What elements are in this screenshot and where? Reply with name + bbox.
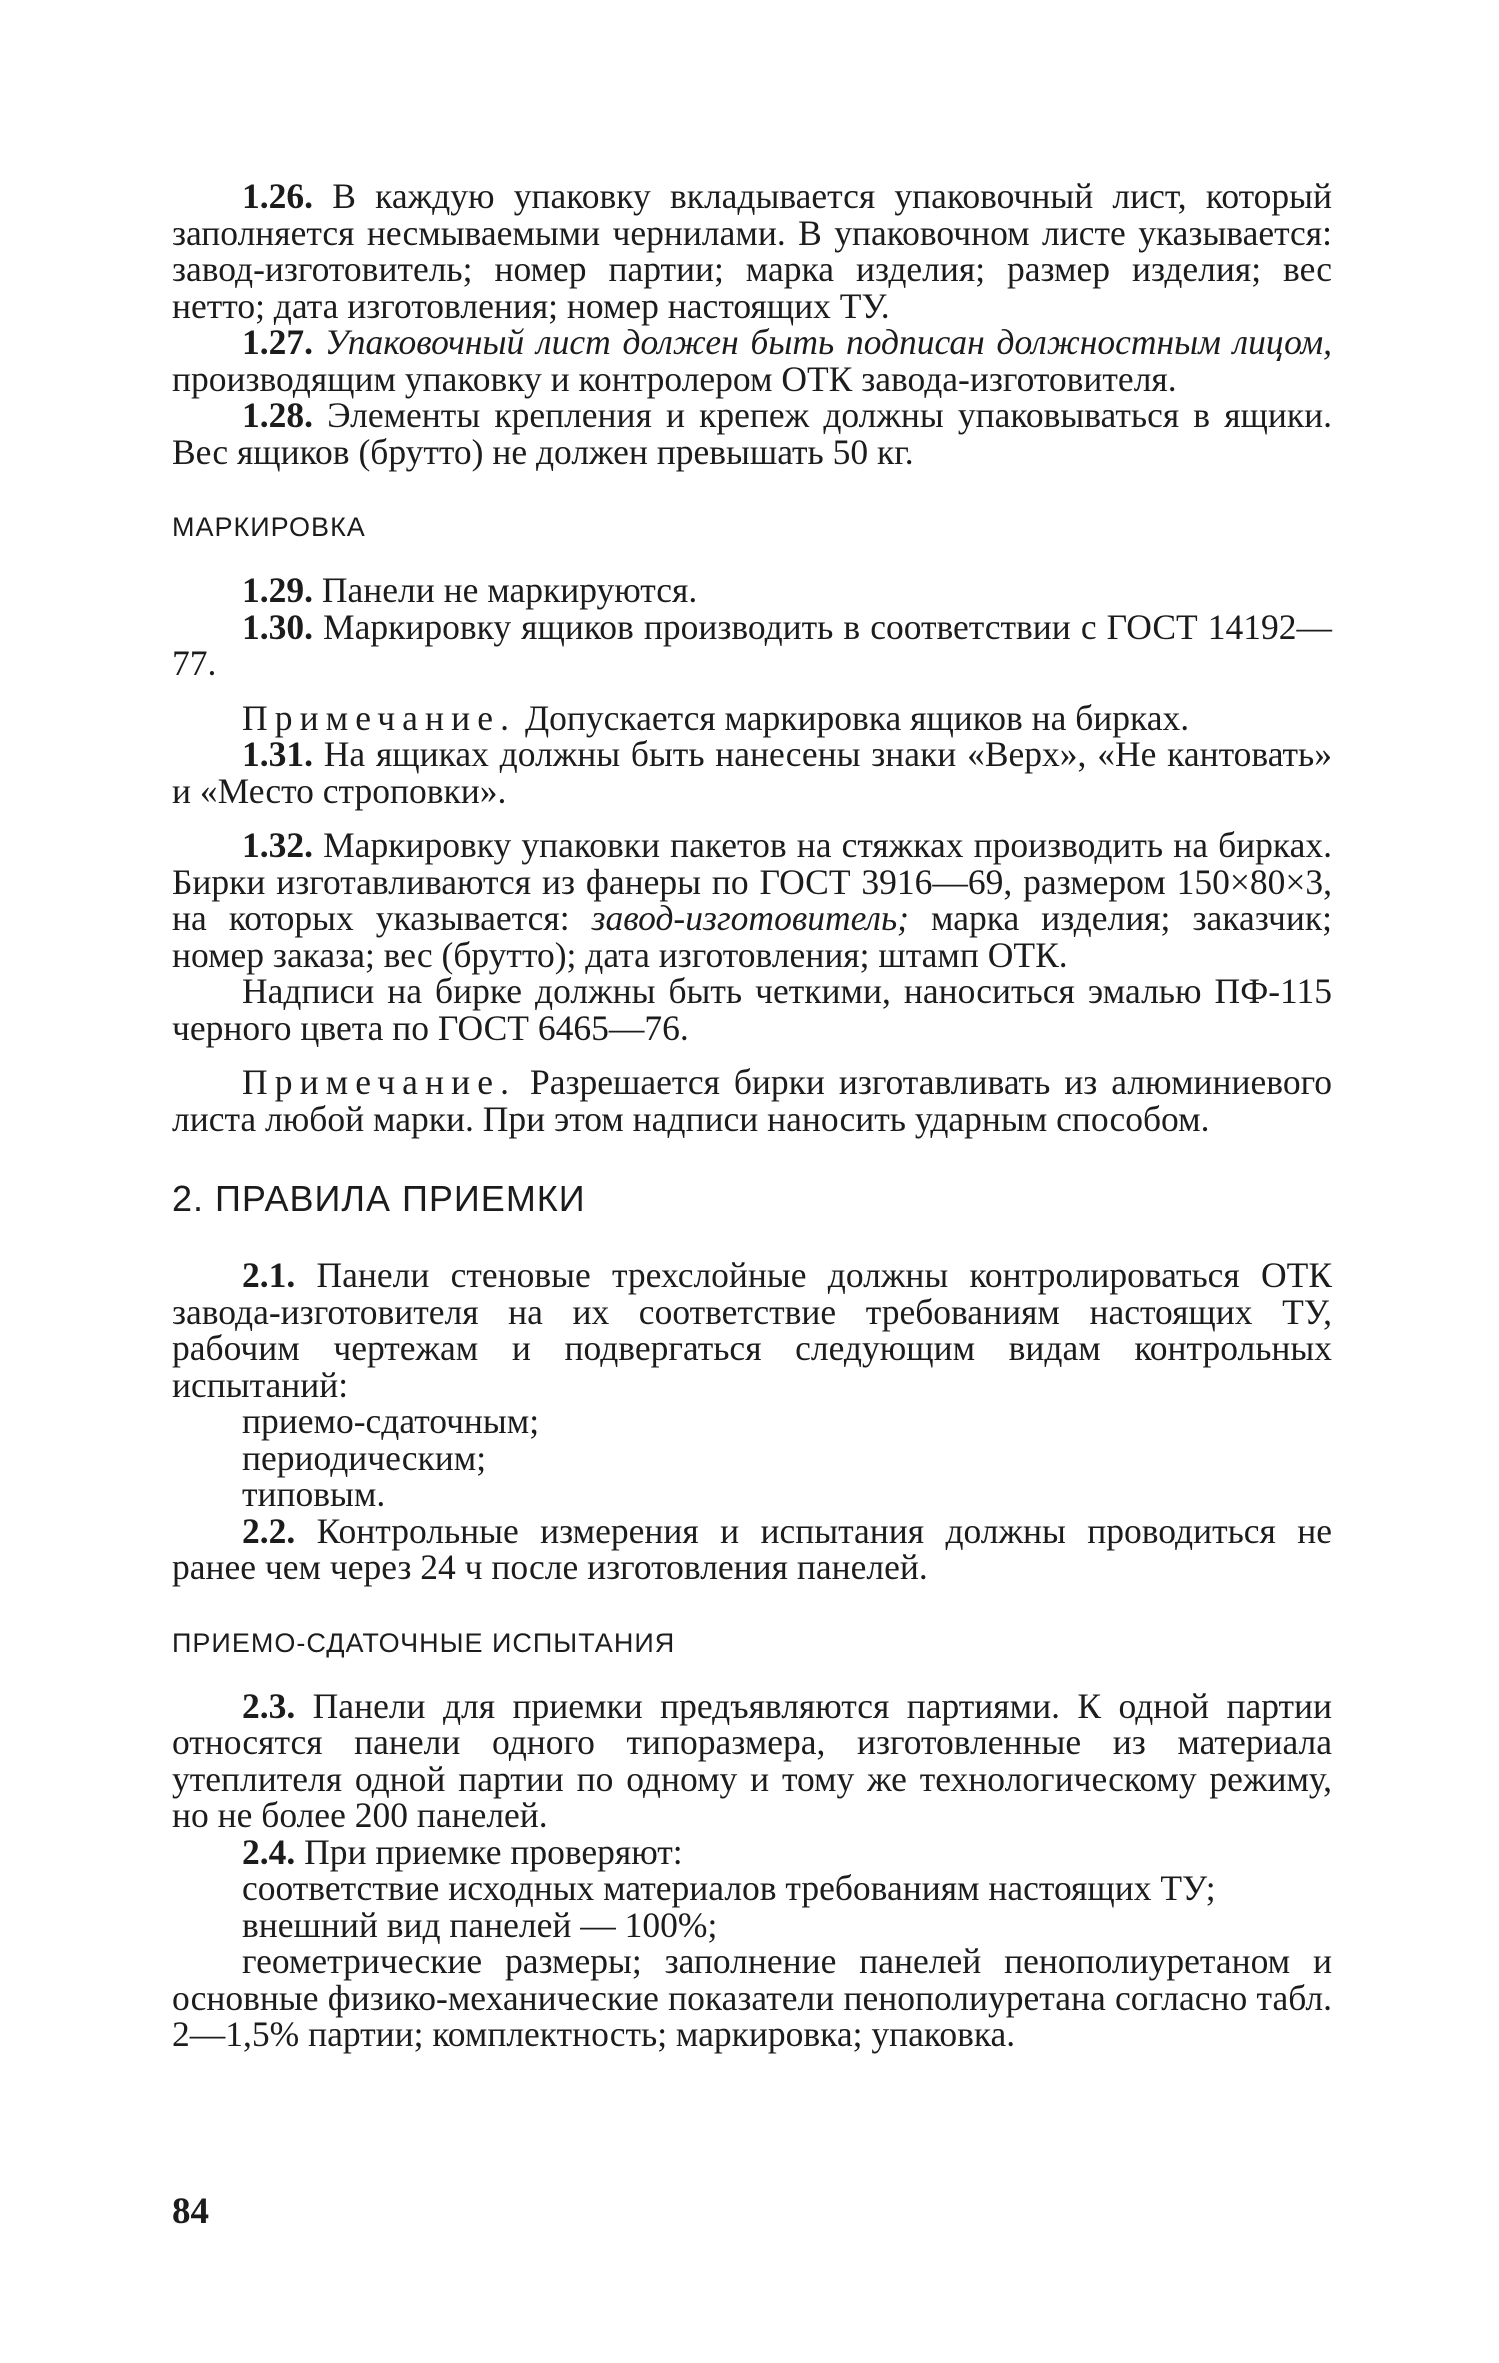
paragraph-2-4 (172, 1831, 1332, 1872)
clause-text: Панели не маркируются. (313, 570, 698, 610)
section-heading-acceptance-rules: 2. ПРАВИЛА ПРИЕМКИ (172, 1178, 586, 1219)
note-1 (172, 697, 1332, 738)
list-item: соответствие исходных материалов требованиям настоящих ТУ; (242, 1868, 1216, 1908)
clause-number: 1.31. (242, 734, 313, 774)
list-item: внешний вид панелей — 100%; (242, 1904, 718, 1945)
clause-text: Элементы крепления и крепеж должны упаковываться в ящики. Вес ящиков (брутто) не должен превышать 50 кг. (172, 395, 1332, 472)
clause-text: Панели стеновые трехслойные должны контролироваться ОТК завода-изготовителя на их соответствие требованиям настоящих ТУ, рабочим чертежам и подвергаться следующим видам контрольных испытаний: (172, 1255, 1332, 1405)
clause-text: Панели для приемки предъявляются партиями. К одной партии относятся панели одного типоразмера, изготовленные из материала утеплителя одной партии по одному и тому же технологическому режиму, но не более 200 панелей. (172, 1685, 1332, 1835)
section-heading-marking: МАРКИРОВКА (172, 512, 366, 542)
paragraph-2-4-last: геометрические размеры; заполнение панелей пенополиуретаном и основные физико-механические показатели пенополиуретана согласно табл. 2—1,5% партии; комплектность; маркировка; упаковка. (172, 1941, 1332, 2054)
clause-italic-text: завод-изготовитель; (569, 898, 909, 938)
section-heading-acceptance-tests: ПРИЕМО-СДАТОЧНЫЕ ИСПЫТАНИЯ (172, 1627, 676, 1658)
paragraph-1-32-inscriptions: Надписи на бирке должны быть четкими, наноситься эмалью ПФ-115 черного цвета по ГОСТ 6465—76. (172, 971, 1332, 1048)
clause-text: производящим упаковку и контролером ОТК завода-изготовителя. (172, 358, 1177, 399)
paragraph-1-31 (172, 736, 1332, 809)
paragraph-1-29 (172, 572, 1332, 609)
clause-number: 1.32. (242, 825, 313, 865)
clause-text: На ящиках должны быть нанесены знаки «Верх», «Не кантовать» и «Место строповки». (172, 734, 1332, 811)
clause-number: 2.3. (242, 1685, 296, 1726)
page-number: 84 (172, 2191, 209, 2232)
clause-text: Контрольные измерения и испытания должны проводиться не ранее чем через 24 ч после изготовления панелей. (172, 1510, 1332, 1587)
note-2 (172, 1064, 1332, 1137)
paragraph-2-2 (172, 1510, 1332, 1587)
list-item: приемо-сдаточным; (242, 1401, 540, 1441)
clause-number: 2.1. (242, 1255, 296, 1295)
paragraph-1-30 (172, 606, 1332, 683)
note-label: Примечание. (242, 697, 517, 738)
list-item: периодическим; (242, 1437, 487, 1478)
document-page (172, 178, 1332, 2053)
paragraph-1-26 (172, 178, 1332, 324)
clause-text: В каждую упаковку вкладывается упаковочный лист, который заполняется несмываемыми чернилами. В упаковочном листе указывается: завод-изготовитель; номер партии; марка изделия; размер изделия; вес нетто; дата изготовления; номер настоящих ТУ. (172, 176, 1332, 326)
paragraph-1-27 (172, 324, 1332, 397)
note-text: Разрешается бирки изготавливать из алюминиевого листа любой марки. При этом надписи наносить ударным способом. (172, 1062, 1332, 1139)
paragraph-2-1 (172, 1257, 1332, 1403)
clause-text-continued: марка изделия; заказчик; номер заказа; вес (брутто); дата изготовления; штамп ОТК. (172, 898, 1332, 975)
clause-italic-text: Упаковочный лист должен быть подписан должностным лицом, (313, 322, 1332, 362)
clause-text: Маркировку ящиков производить в соответствии с ГОСТ 14192—77. (172, 606, 1332, 683)
clause-number: 1.26. (242, 176, 313, 216)
clause-number: 2.4. (242, 1831, 296, 1872)
paragraph-1-28 (172, 397, 1332, 470)
clause-number: 1.27. (242, 322, 313, 362)
note-label: Примечание. (242, 1062, 517, 1102)
paragraph-1-32 (172, 827, 1332, 973)
clause-number: 1.30. (242, 606, 313, 647)
clause-text: Маркировку упаковки пакетов на стяжках производить на бирках. Бирки изготавливаются из фанеры по ГОСТ 3916—69, размером 150×80×3, на которых указывается: (172, 825, 1332, 938)
note-text: Допускается маркировка ящиков на бирках. (516, 697, 1190, 738)
clause-number: 2.2. (242, 1510, 296, 1551)
paragraph-2-3 (172, 1685, 1332, 1835)
clause-text: При приемке проверяют: (295, 1831, 683, 1872)
clause-number: 1.29. (242, 570, 313, 610)
list-item: типовым. (242, 1474, 386, 1514)
clause-number: 1.28. (242, 395, 313, 435)
